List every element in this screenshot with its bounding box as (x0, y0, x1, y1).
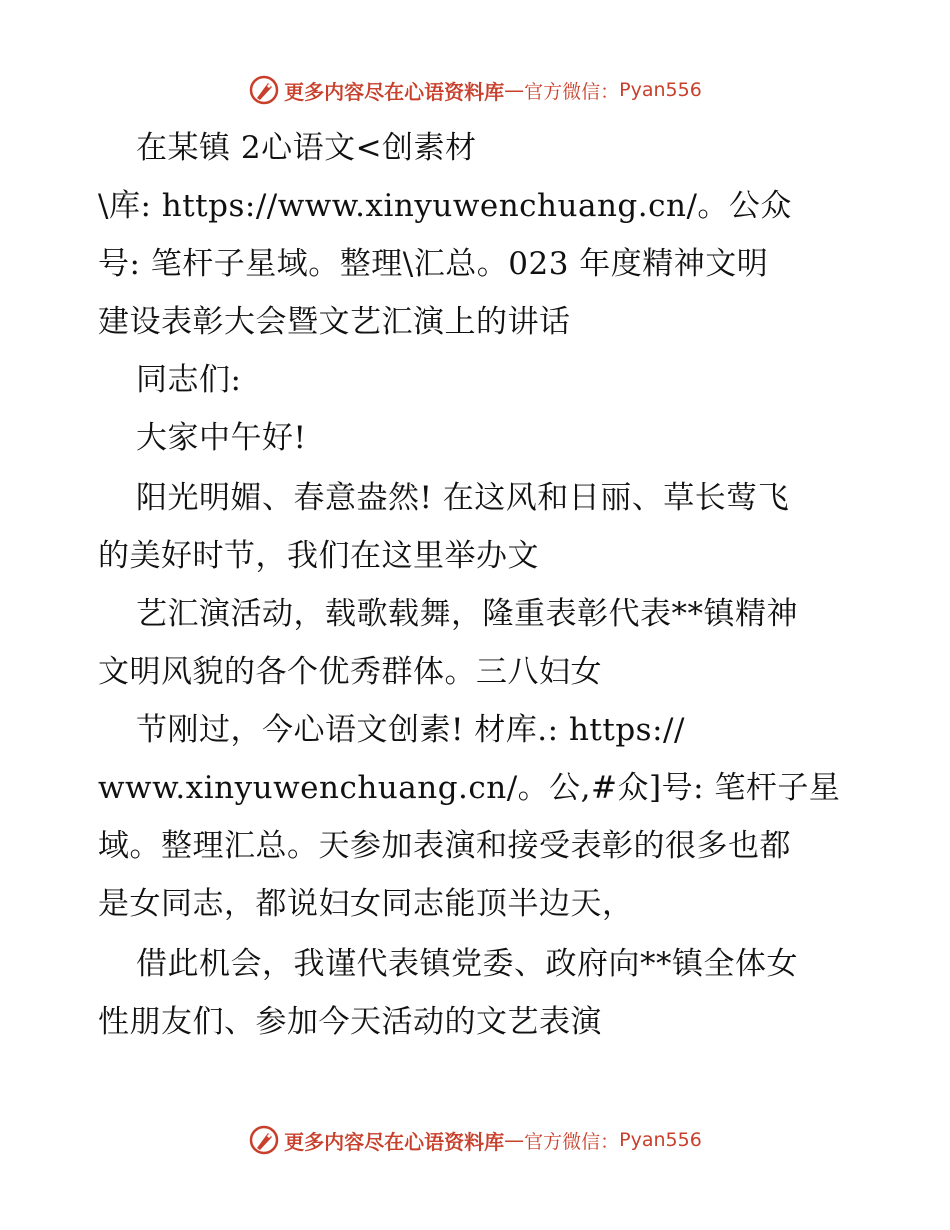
pen-nib-logo-icon (248, 74, 280, 106)
text-line: 是女同志，都说妇女同志能顶半边天， (98, 886, 634, 922)
text-line: \库: https://www.xinyuwenchuang.cn/。公众 (98, 188, 792, 224)
watermark-wechat-id: Pyan556 (619, 1129, 702, 1151)
text-line: 节刚过，今心语文创素! 材库.: https:// (136, 712, 685, 748)
watermark-text: 更多内容尽在心语资料库 (284, 1129, 505, 1154)
pen-nib-logo-icon (248, 1124, 280, 1156)
watermark-label: 官方微信： (524, 80, 620, 103)
text-line: 建设表彰大会暨文艺汇演上的讲话 (98, 304, 571, 340)
text-line: 借此机会，我谨代表镇党委、政府向**镇全体女 (136, 946, 798, 982)
text-line: www.xinyuwenchuang.cn/。公,#众]号: 笔杆子星 (98, 770, 841, 806)
text-line: 性朋友们、参加今天活动的文艺表演 (98, 1004, 602, 1040)
text-line: 的美好时节，我们在这里举办文 (98, 538, 539, 574)
text-line: 域。整理汇总。天参加表演和接受表彰的很多也都 (98, 828, 791, 864)
watermark-separator: — (504, 78, 525, 102)
text-line: 艺汇演活动，载歌载舞，隆重表彰代表**镇精神 (136, 596, 798, 632)
watermark-text: 更多内容尽在心语资料库 (284, 79, 505, 104)
text-line: 文明风貌的各个优秀群体。三八妇女 (98, 654, 602, 690)
text-line: 在某镇 2心语文<创素材 (136, 130, 477, 166)
text-line: 同志们: (136, 362, 242, 398)
watermark-wechat-id: Pyan556 (619, 79, 702, 101)
text-line: 阳光明媚、春意盎然! 在这风和日丽、草长莺飞 (136, 480, 790, 516)
watermark-label: 官方微信： (524, 1130, 620, 1153)
header-watermark (0, 70, 950, 110)
watermark-separator: — (504, 1128, 525, 1152)
footer-watermark (0, 1120, 950, 1160)
text-line: 大家中午好! (136, 420, 307, 456)
text-line: 号: 笔杆子星域。整理\汇总。023 年度精神文明 (98, 246, 769, 282)
